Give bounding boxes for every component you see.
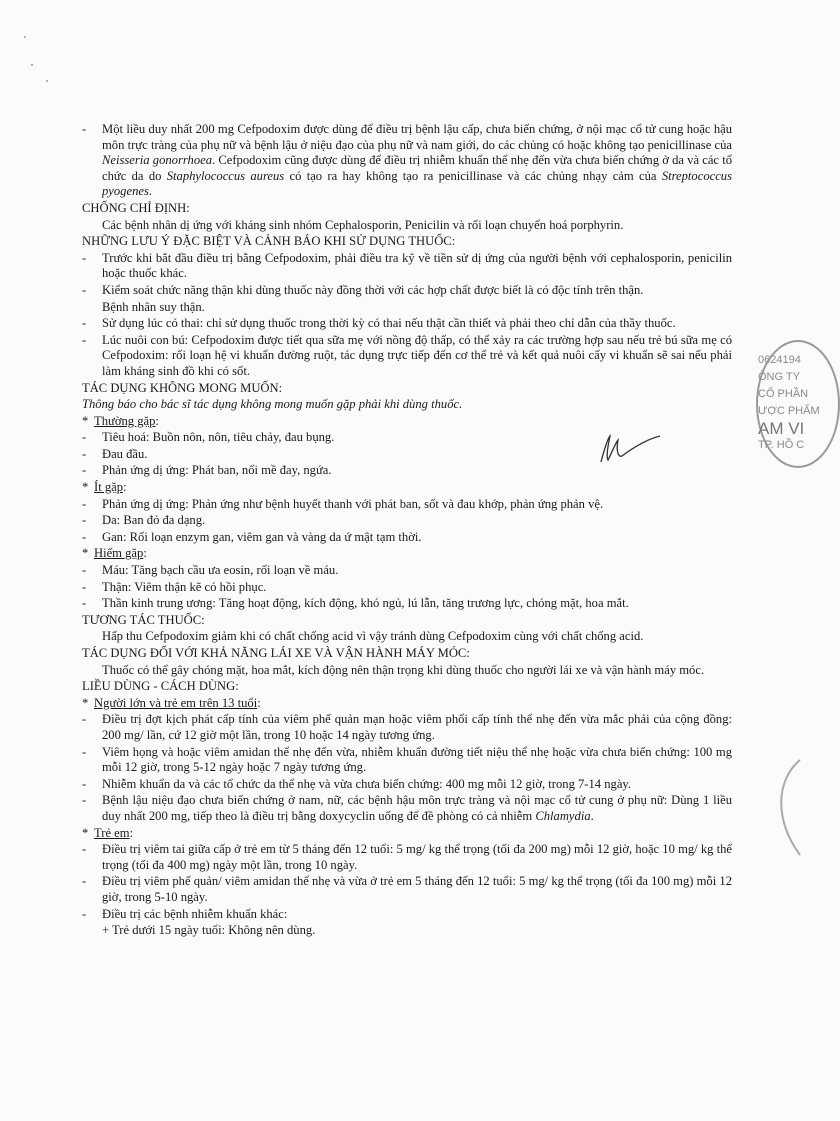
stamp-edge	[766, 760, 800, 860]
dosage-text-end: .	[590, 808, 594, 823]
warning-item: - Trước khi bắt đầu điều trị bằng Cefpodoxim, phải điều tra kỹ về tiền sử dị ứng của người bệnh với cephalosporin, penicilin hoặc thuốc khác.	[82, 251, 732, 282]
interactions-heading: TƯƠNG TÁC THUỐC:	[82, 612, 205, 627]
document-body	[82, 122, 732, 940]
species-name: Staphylococcus aureus	[166, 168, 285, 183]
side-effects-note: Thông báo cho bác sĩ tác dụng không mong muốn gặp phải khi dùng thuốc.	[82, 397, 463, 412]
side-effect-item: - Đau đầu.	[82, 447, 732, 463]
warning-item: - Lúc nuôi con bú: Cefpodoxim được tiết qua sữa mẹ với nồng độ thấp, có thể xảy ra các trường hợp sau nếu trẻ bú sữa mẹ có Cefpodoxim: rối loạn hệ vi khuẩn đường ruột, tác dụng trực tiếp đến cơ thể trẻ và kết quả nuôi cấy vi khuẩn sẽ sai nếu phải làm kháng sinh đồ khi có sốt.	[82, 333, 732, 380]
species-name: Streptococcus pyogenes	[102, 168, 732, 199]
indication-text-end: .	[148, 184, 153, 199]
scan-speck	[24, 36, 26, 38]
dosage-item: - Viêm họng và hoặc viêm amidan thể nhẹ đến vừa, nhiễm khuẩn đường tiết niệu thể nhẹ hoặc vừa chưa biến chứng: 100 mg mỗi 12 giờ, trong 5-12 ngày hoặc 7 ngày tương ứng.	[82, 745, 732, 776]
dosage-item: - Điều trị viêm phế quản/ viêm amidan thể nhẹ và vừa ở trẻ em 5 tháng đến 12 tuổi: 5 mg/ kg thể trọng (tối đa 100 mg) mỗi 12 giờ, trong 5-10 ngày.	[82, 874, 732, 905]
company-stamp	[756, 340, 840, 468]
group-label: * Người lớn và trẻ em trên 13 tuổi:	[82, 696, 732, 712]
common-label: Thường gặp	[94, 413, 156, 428]
side-effect-item: - Thận: Viêm thận kẽ có hồi phục.	[82, 580, 732, 596]
side-effect-item: - Phản ứng dị ứng: Phản ứng như bệnh huyết thanh với phát ban, sốt và đau khớp, phản ứng phản vệ.	[82, 497, 732, 513]
side-effect-item: - Máu: Tăng bạch cầu ưa eosin, rối loạn về máu.	[82, 563, 732, 579]
side-effect-item: - Gan: Rối loạn enzym gan, viêm gan và vàng da ứ mật tạm thời.	[82, 530, 732, 546]
dosage-item	[82, 793, 732, 824]
contraindication-heading: CHỐNG CHỈ ĐỊNH:	[82, 200, 190, 215]
warning-item: - Sử dụng lúc có thai: chỉ sử dụng thuốc trong thời kỳ có thai nếu thật cần thiết và phải theo chỉ dẫn của thầy thuốc.	[82, 316, 732, 332]
indication-paragraph	[82, 122, 732, 200]
frequency-label: * Thường gặp:	[82, 414, 732, 430]
side-effect-item: - Tiêu hoá: Buồn nôn, nôn, tiêu chảy, đau bụng.	[82, 430, 732, 446]
contraindication-text: Các bệnh nhân dị ứng với kháng sinh nhóm Cephalosporin, Penicilin và rối loạn chuyển hoá porphyrin.	[102, 217, 624, 232]
indication-text-cont: . Cefpodoxim cũng được dùng để điều trị nhiễm khuẩn thể nhẹ đến vừa chưa biến chứng ở da và các tổ chức da do	[102, 153, 732, 183]
very-rare-label: Hiếm gặp	[94, 546, 144, 561]
stamp-line: AM VI	[758, 419, 805, 438]
stamp-line: ƯỢC PHẨM	[758, 405, 820, 417]
group-label: * Trẻ em:	[82, 826, 732, 842]
indication-text: Một liều duy nhất 200 mg Cefpodoxim được dùng để điều trị bệnh lậu cấp, chưa biến chứng, ở nội mạc cổ tử cung hoặc hậu môn trực tràng của phụ nữ và bệnh lậu ở niệu đạo của phụ nữ và nam giới, do các chủng có hoặc không tạo penicillinase của	[102, 122, 732, 152]
indication-text-cont: có tạo ra hay không tạo ra penicillinase và các chủng nhạy cảm của	[284, 168, 662, 183]
dosage-heading: LIỀU DÙNG - CÁCH DÙNG:	[82, 679, 239, 694]
stamp-line: CỔ PHẦN	[758, 388, 809, 400]
warnings-heading: NHỮNG LƯU Ý ĐẶC BIỆT VÀ CẢNH BÁO KHI SỬ DỤNG THUỐC:	[82, 234, 456, 249]
stamp-line: TP. HỒ C	[758, 439, 805, 451]
species-name: Neisseria gonorrhoea	[102, 153, 213, 168]
side-effect-item: - Thần kinh trung ương: Tăng hoạt động, kích động, khó ngủ, lú lẫn, tăng trương lực, chóng mặt, hoa mắt.	[82, 596, 732, 612]
stamp-line: 0624194	[758, 354, 801, 366]
child-label: Trẻ em	[94, 825, 130, 840]
side-effects-heading: TÁC DỤNG KHÔNG MONG MUỐN:	[82, 380, 283, 395]
scan-speck	[46, 80, 48, 82]
dosage-text: Bệnh lậu niệu đạo chưa biến chứng ở nam, nữ, các bệnh hậu môn trực tràng và nội mạc cổ tử cung ở phụ nữ: Dùng 1 liều duy nhất 200 mg, tiếp theo là điều trị bằng doxycyclin uống để đề phòng có cả nhiễm	[102, 793, 732, 823]
warning-item-cont: Bệnh nhân suy thận.	[102, 299, 205, 314]
interactions-text: Hấp thu Cefpodoxim giảm khi có chất chống acid vì vậy tránh dùng Cefpodoxim cùng với chất chống acid.	[102, 629, 644, 644]
frequency-label: * Ít gặp:	[82, 480, 732, 496]
stamp-line: ÔNG TY	[758, 371, 800, 383]
dosage-item: - Điều trị các bệnh nhiễm khuẩn khác:	[82, 907, 732, 923]
side-effect-item: - Phản ứng dị ứng: Phát ban, nổi mề đay, ngứa.	[82, 463, 732, 479]
dosage-subitem: + Trẻ dưới 15 ngày tuổi: Không nên dùng.	[102, 923, 316, 938]
species-name: Chlamydia	[535, 808, 591, 823]
driving-text: Thuốc có thể gây chóng mặt, hoa mắt, kích động nên thận trọng khi dùng thuốc cho người lái xe và vận hành máy móc.	[102, 662, 705, 677]
side-effect-item: - Da: Ban đỏ đa dạng.	[82, 513, 732, 529]
frequency-label: * Hiếm gặp:	[82, 546, 732, 562]
warning-item: - Kiểm soát chức năng thận khi dùng thuốc này đồng thời với các hợp chất được biết là có độc tính trên thận.	[82, 283, 732, 299]
dosage-item: - Điều trị đợt kịch phát cấp tính của viêm phế quản mạn hoặc viêm phổi cấp tính thể nhẹ đến vừa mắc phải của cộng đồng: 200 mg/ lần, cứ 12 giờ một lần, trong 10 hoặc 14 ngày tương ứng.	[82, 712, 732, 743]
scan-speck	[31, 64, 33, 66]
adult-label: Người lớn và trẻ em trên 13 tuổi	[94, 695, 258, 710]
driving-heading: TÁC DỤNG ĐỐI VỚI KHẢ NĂNG LÁI XE VÀ VẬN HÀNH MÁY MÓC:	[82, 646, 470, 660]
rare-label: Ít gặp	[94, 480, 124, 495]
dosage-item: - Điều trị viêm tai giữa cấp ở trẻ em từ 5 tháng đến 12 tuổi: 5 mg/ kg thể trọng (tối đa 200 mg) mỗi 12 giờ, hoặc 10 mg/ kg thể trọng (tối đa 400 mg) ngày một lần, trong 10 ngày.	[82, 842, 732, 873]
dosage-item: - Nhiễm khuẩn da và các tổ chức da thể nhẹ và vừa chưa biến chứng: 400 mg mỗi 12 giờ, trong 7-14 ngày.	[82, 777, 732, 793]
signature	[596, 430, 666, 470]
